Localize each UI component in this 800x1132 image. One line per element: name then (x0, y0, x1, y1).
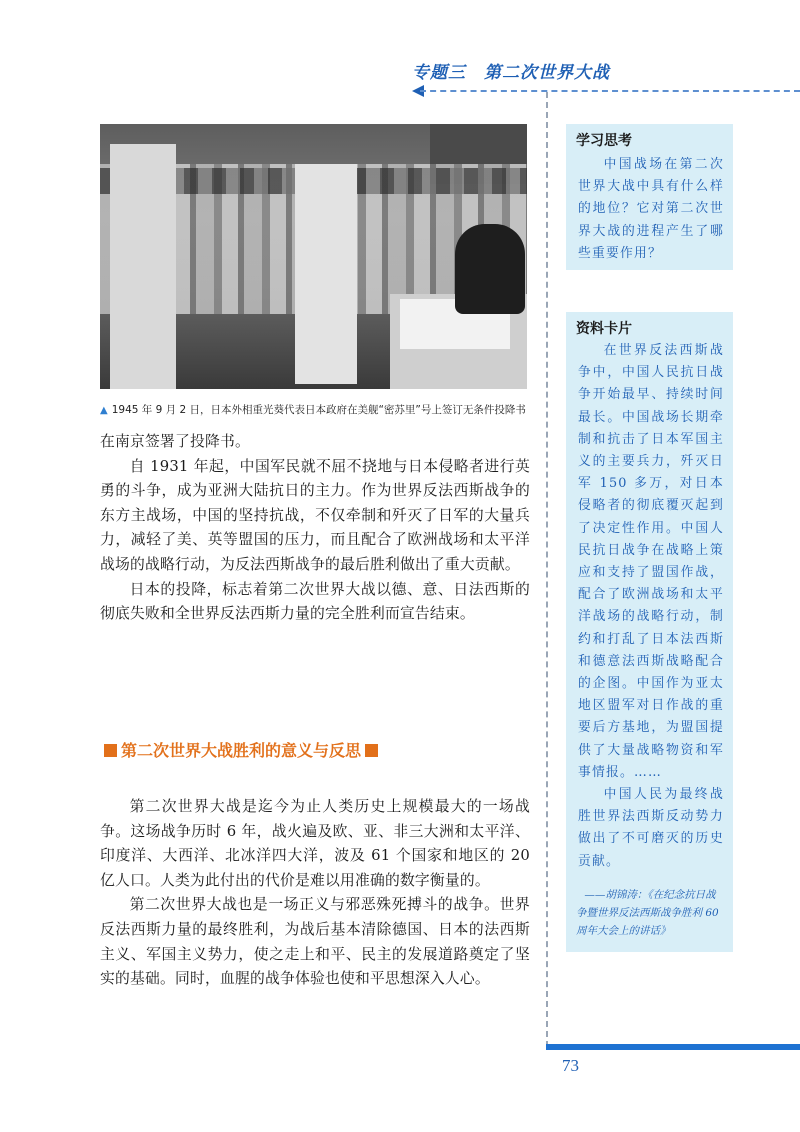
study-thinking-box (566, 124, 733, 270)
photo-figure-center (295, 164, 357, 384)
caption-triangle-icon: ▲ (100, 405, 108, 416)
study-thinking-question: 中国战场在第二次世界大战中具有什么样的地位？它对第二次世界大战的进程产生了哪些重要作用？ (578, 157, 724, 261)
section-heading (100, 738, 382, 761)
info-card-text (578, 340, 724, 873)
page-number: 73 (562, 1056, 579, 1075)
photo-signing-figure (455, 224, 525, 314)
heading-square-icon (365, 744, 378, 757)
citation-line-1: ——胡锦涛：《在纪念抗日战 (584, 889, 716, 901)
study-thinking-title: 学习思考 (576, 133, 632, 149)
surrender-photo (100, 124, 527, 389)
paragraph-3: 日本的投降，标志着第二次世界大战以德、意、日法西斯的彻底失败和全世界反法西斯力量的完全胜利而宣告结束。 (100, 580, 530, 623)
info-card-title: 资料卡片 (576, 321, 632, 337)
section-paragraph-1: 第二次世界大战是迄今为止人类历史上规模最大的一场战争。这场战争历时 6 年，战火遍及欧、亚、非三大洲和太平洋、印度洋、大西洋、北冰洋四大洋，波及 61 个国家和地区的 20 亿人口。人类为此付出的代价是难以用准确的数字衡量的。 (100, 798, 530, 889)
citation-line-2: 争暨世界反法西斯战争胜利 60 周年大会上的讲话》 (576, 907, 719, 937)
photo-caption (100, 402, 540, 417)
chapter-header-title: 专题三 第二次世界大战 (412, 63, 610, 83)
caption-text: 1945 年 9 月 2 日，日本外相重光葵代表日本政府在美舰“密苏里”号上签订无条件投降书 (111, 404, 526, 416)
info-card-paragraph-1: 在世界反法西斯战争中，中国人民抗日战争开始最早、持续时间最长。中国战场长期牵制和抗击了日本军国主义的主要兵力，歼灭日军 150 多万，对日本侵略者的彻底覆灭起到了决定性作用。中国人民抗日战争在战略上策应和支持了盟国作战，配合了欧洲战场和太平洋战场的战略行动，制约和打乱了日本法西斯和德意法西斯战略配合的企图。中国作为亚太地区盟军对日作战的重要后方基地，为盟国提供了大量战略物资和军事情报。…… (578, 343, 724, 780)
column-divider (546, 92, 548, 1047)
section-text (100, 795, 530, 992)
main-text (100, 430, 530, 627)
paragraph-2: 自 1931 年起，中国军民就不屈不挠地与日本侵略者进行英勇的斗争，成为亚洲大陆抗日的主力。作为世界反法西斯战争的东方主战场，中国的坚持抗战，不仅牵制和歼灭了日军的大量兵力，减轻了美、英等盟国的压力，而且配合了欧洲战场和太平洋战场的战略行动，为反法西斯战争的最后胜利做出了重大贡献。 (100, 457, 530, 573)
paragraph-1: 在南京签署了投降书。 (100, 433, 250, 450)
info-card-box (566, 312, 733, 952)
section-heading-text: 第二次世界大战胜利的意义与反思 (121, 741, 362, 760)
info-card-citation (576, 886, 726, 940)
footer-bar (546, 1044, 800, 1050)
section-paragraph-2: 第二次世界大战也是一场正义与邪恶殊死搏斗的战争。世界反法西斯力量的最终胜利，为战后基本清除德国、日本的法西斯主义、军国主义势力，使之走上和平、民主的发展道路奠定了坚实的基础。同时，血腥的战争体验也使和平思想深入人心。 (100, 896, 530, 988)
info-card-paragraph-2: 中国人民为最终战胜世界法西斯反动势力做出了不可磨灭的历史贡献。 (578, 787, 724, 869)
study-thinking-text (578, 154, 724, 265)
header-divider (420, 90, 800, 92)
heading-square-icon (104, 744, 117, 757)
photo-figure-left (110, 144, 176, 389)
